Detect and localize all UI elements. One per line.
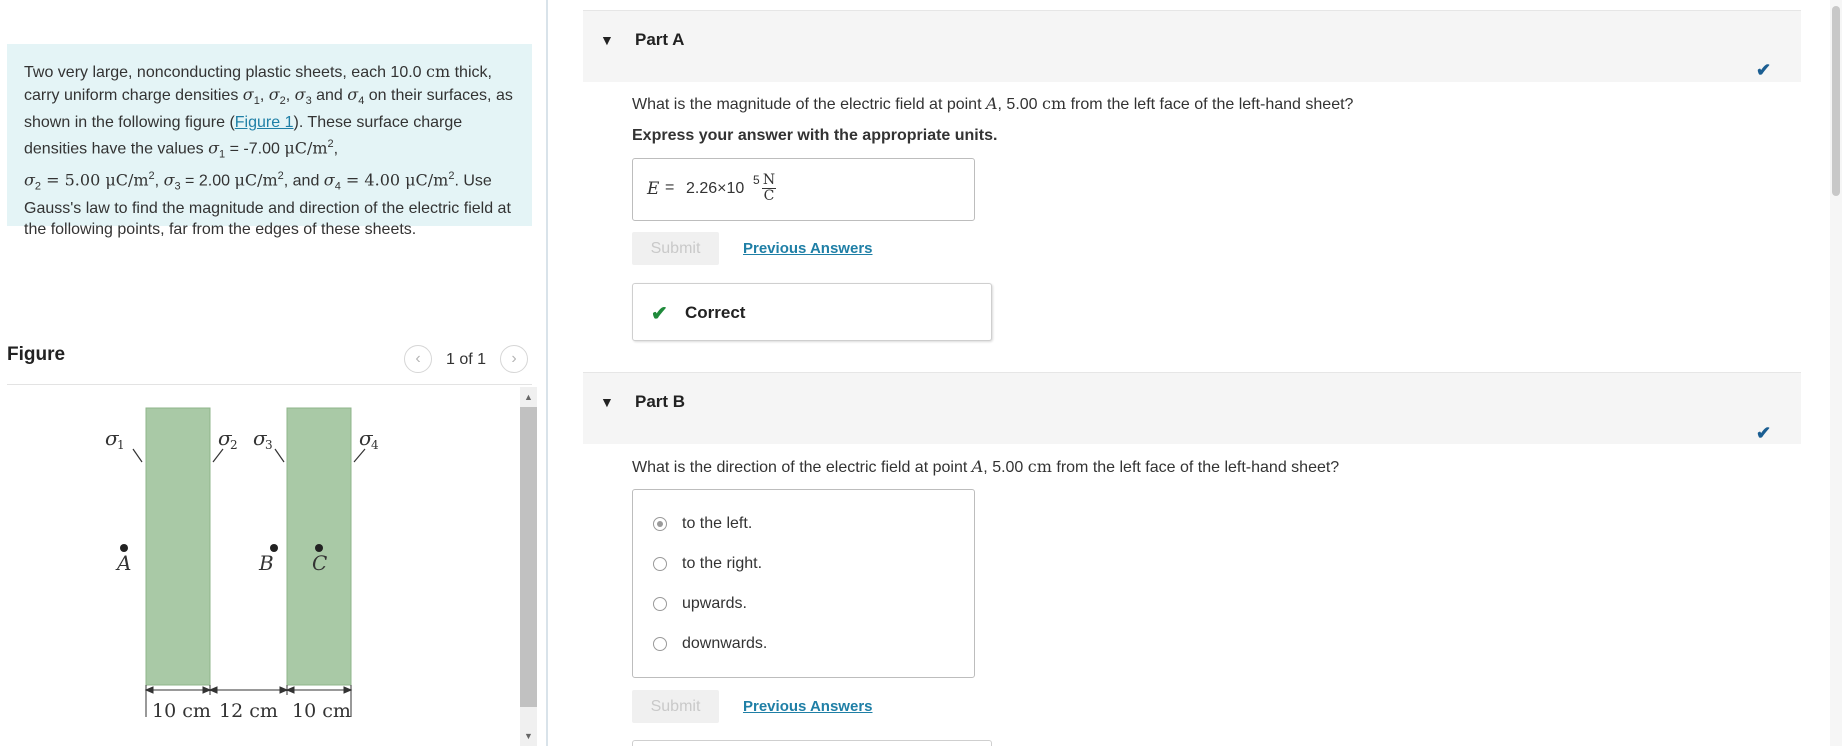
answer-input[interactable] [632, 158, 975, 221]
direction-choices [632, 489, 975, 678]
sigma-value: = -7.00 [225, 140, 285, 158]
unit-numerator: N [762, 172, 776, 188]
figure-link[interactable]: Figure 1 [234, 114, 294, 132]
unit-exponent: 2 [448, 169, 455, 182]
figure-viewer [7, 387, 532, 746]
point-b-label: B [259, 551, 274, 575]
sigma-unit: μC/m [234, 170, 278, 190]
problem-text: thick, carry uniform charge densities [24, 64, 492, 104]
part-b-header[interactable] [583, 372, 1801, 444]
sigma-unit: μC/m [284, 138, 328, 158]
problem-unit: cm [426, 62, 451, 81]
choice-to-the-left[interactable] [653, 513, 752, 535]
sigma-subscript: 4 [358, 94, 365, 107]
sigma4-label: σ [359, 426, 373, 450]
correct-label: Correct [685, 303, 746, 322]
answer-unit [761, 173, 777, 204]
sigma-subscript: 2 [279, 94, 286, 107]
question-text: , 5.00 [983, 459, 1028, 476]
unit-exponent: 2 [327, 137, 334, 150]
sigma-symbol: σ [163, 170, 175, 190]
radio-selected-icon[interactable] [653, 517, 667, 531]
choice-to-the-right[interactable] [653, 553, 762, 575]
part-a-previous-answers-link[interactable]: Previous Answers [743, 240, 873, 257]
answer-equals: = [665, 179, 675, 196]
question-text: , 5.00 [997, 96, 1043, 113]
left-sheet [146, 408, 210, 685]
next-figure-button[interactable] [500, 345, 528, 373]
chevron-left-icon: ‹ [415, 350, 421, 367]
problem-text: on their surfaces, as shown in the following figure ( [24, 86, 513, 132]
unit-exponent: 2 [277, 169, 284, 182]
choice-upwards[interactable] [653, 593, 747, 615]
checkmark-icon: ✔ [651, 303, 668, 325]
sigma3-pointer [275, 449, 284, 462]
scroll-down-icon[interactable]: ▼ [524, 731, 533, 741]
problem-text: , [154, 172, 164, 190]
problem-text: . Use Gauss's law to find the magnitude and direction of the electric field at the following points, far from the edges of these sheets. [24, 172, 511, 239]
question-text: from the left face of the left-hand sheet? [1066, 96, 1354, 113]
sigma-value: = 5.00 μC/m [41, 170, 149, 190]
sigma-subscript: 1 [219, 148, 226, 161]
sigma1-subscript: 1 [117, 438, 125, 452]
question-text: from the left face of the left-hand sheet? [1051, 459, 1340, 476]
problem-text: Two very large, nonconducting plastic sheets, each 10.0 [24, 64, 427, 81]
figure-pager: 1 of 1 [446, 351, 487, 368]
sigma4-pointer [354, 449, 365, 462]
problem-text: , [333, 140, 339, 158]
part-b-complete-check-icon: ✔ [1756, 423, 1772, 443]
question-text: What is the direction of the electric field at point [632, 459, 972, 476]
sigma-subscript: 4 [334, 180, 341, 193]
page-scrollbar-thumb[interactable] [1832, 6, 1840, 196]
sigma2-subscript: 2 [230, 438, 238, 452]
sigma-symbol: σ [294, 84, 306, 104]
choice-label: to the right. [682, 555, 763, 572]
sigma3-label: σ [253, 426, 267, 450]
choice-downwards[interactable] [653, 633, 767, 655]
correct-feedback [632, 283, 992, 341]
part-b-previous-answers-link[interactable]: Previous Answers [743, 698, 873, 715]
sigma-symbol: σ [24, 170, 35, 190]
problem-pane [0, 0, 546, 746]
sigma2-label: σ [218, 426, 232, 450]
charged-sheets-figure [7, 387, 512, 746]
sigma-symbol: σ [242, 84, 254, 104]
collapse-triangle-icon[interactable]: ▼ [600, 32, 614, 48]
part-b-title: Part B [635, 392, 686, 411]
radio-icon[interactable] [653, 637, 667, 651]
dimension-label-left: 10 cm [152, 700, 211, 722]
problem-text: , [259, 86, 269, 104]
sigma-subscript: 3 [174, 180, 181, 193]
part-b-submit-button[interactable]: Submit [632, 690, 719, 723]
part-a-complete-check-icon: ✔ [1756, 60, 1772, 80]
sigma-subscript: 1 [253, 94, 260, 107]
problem-statement [7, 44, 532, 239]
radio-icon[interactable] [653, 597, 667, 611]
sigma-subscript: 3 [305, 94, 312, 107]
scroll-up-icon[interactable]: ▲ [524, 392, 533, 402]
choice-label: downwards. [682, 635, 768, 652]
sigma2-pointer [213, 449, 223, 462]
sigma-symbol: σ [323, 170, 335, 190]
part-a-title: Part A [635, 30, 685, 49]
part-b-question [632, 457, 1339, 477]
sigma1-label: σ [105, 426, 119, 450]
part-a-submit-button[interactable]: Submit [632, 232, 719, 265]
sigma1-pointer [133, 449, 142, 462]
sigma-value: = 2.00 [180, 172, 235, 190]
choice-label: to the left. [682, 515, 753, 532]
question-text: What is the magnitude of the electric field at point [632, 96, 986, 113]
point-c-label: C [312, 551, 328, 575]
dimension-label-right: 10 cm [292, 700, 351, 722]
answer-value: 2.26×10 [686, 180, 745, 197]
part-a-question [632, 94, 1353, 114]
chevron-right-icon: › [511, 350, 517, 367]
feedback-box-partial [632, 740, 992, 746]
figure-title: Figure [7, 344, 66, 365]
sigma-symbol: σ [208, 138, 220, 158]
unit-exponent: 2 [148, 169, 155, 182]
problem-text: ). These surface charge densities have the values [24, 114, 463, 158]
figure-scrollbar-thumb[interactable] [520, 407, 537, 707]
answer-exponent: 5 [753, 173, 760, 187]
choice-label: upwards. [682, 595, 747, 612]
part-a-header[interactable] [583, 10, 1801, 82]
radio-icon[interactable] [653, 557, 667, 571]
figure-divider [7, 384, 532, 385]
question-unit: cm [1027, 457, 1052, 476]
unit-denominator: C [763, 188, 775, 204]
answer-instruction: Express your answer with the appropriate units. [632, 127, 998, 144]
problem-text: , and [283, 172, 324, 190]
point-symbol: A [985, 94, 998, 113]
point-a-label: A [117, 551, 132, 575]
sigma-value: = 4.00 μC/m [340, 170, 449, 190]
previous-figure-button[interactable] [404, 345, 432, 373]
collapse-triangle-icon[interactable]: ▼ [600, 394, 614, 410]
sigma3-subscript: 3 [265, 438, 273, 452]
problem-text: , [285, 86, 295, 104]
problem-text: and [311, 86, 348, 104]
sigma-symbol: σ [268, 84, 280, 104]
point-symbol: A [971, 457, 984, 476]
question-unit: cm [1042, 94, 1067, 113]
sigma4-subscript: 4 [371, 438, 379, 452]
dimension-label-gap: 12 cm [219, 700, 278, 722]
answer-variable: E [647, 179, 660, 199]
sigma-symbol: σ [347, 84, 359, 104]
sigma-subscript: 2 [34, 180, 42, 193]
